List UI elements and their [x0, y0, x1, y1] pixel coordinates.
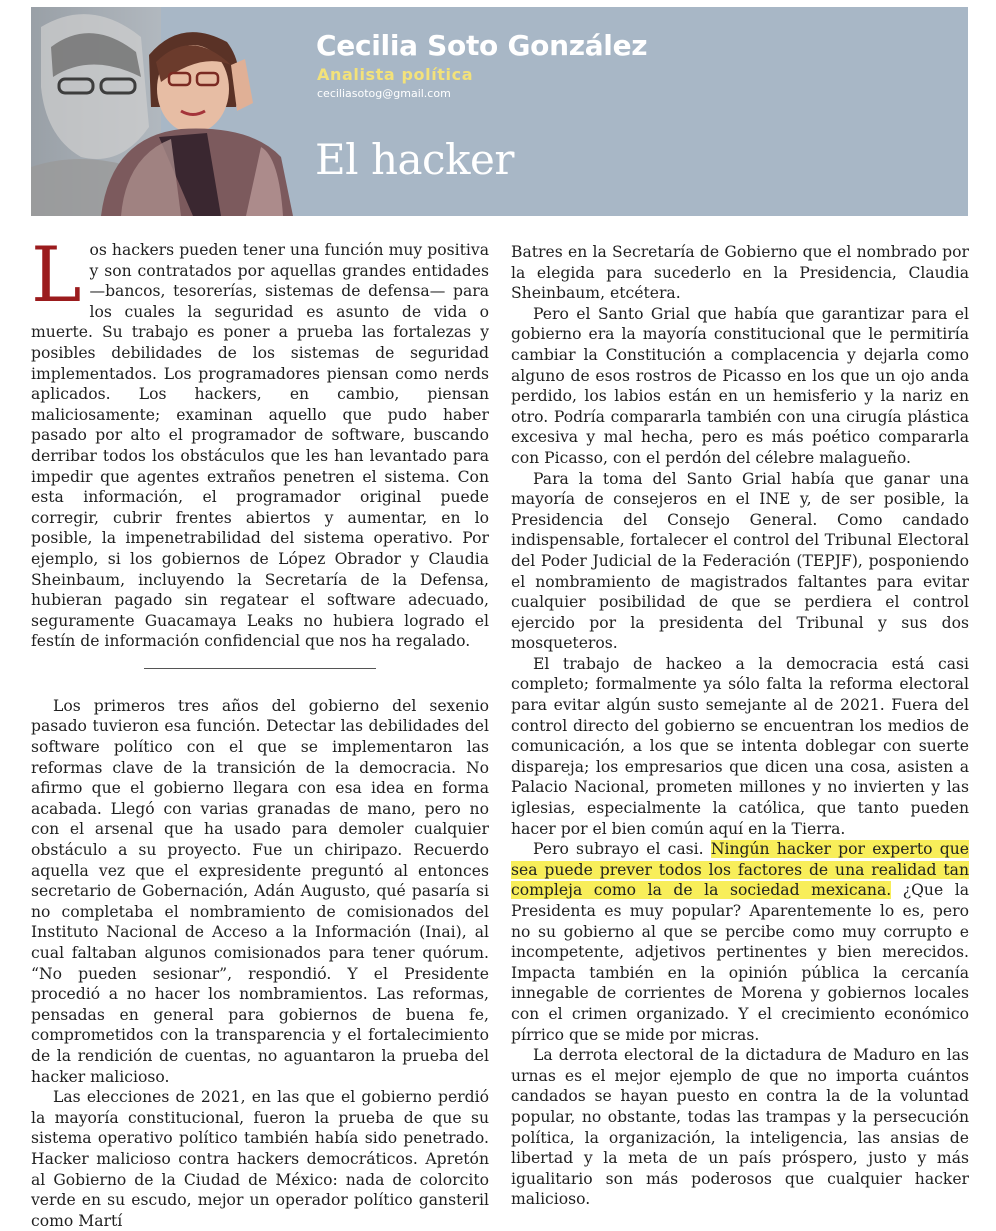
- article-column-right: [511, 242, 969, 1210]
- article-paragraph-5: Para la toma del Santo Grial había que ganar una mayoría de consejeros en el INE y, de ser posible, la Presidencia del Consejo General. Como candado indispensable, fortalecer el control del Tribunal Electoral del Poder Judicial de la Federación (TEPJF), posponiendo el nombramiento de magistrados faltantes para evitar cualquier posibilidad de que se perdiera el control ejercido por la presidenta del Tribunal y sus dos mosqueteros.: [511, 469, 969, 653]
- headline: El hacker: [315, 135, 514, 184]
- author-name: Cecilia Soto González: [316, 29, 648, 62]
- highlighted-quote: Ningún hacker por experto que sea puede prever todos los factores de una realidad tan compleja como la de la sociedad mexicana.: [511, 840, 969, 900]
- column-header: [31, 7, 968, 216]
- article-paragraph-3-continued: Batres en la Secretaría de Gobierno que el nombrado por la elegida para sucederlo en la Presidencia, Claudia Sheinbaum, etcétera.: [511, 243, 969, 303]
- author-portrait: [31, 7, 303, 216]
- drop-cap: L: [31, 230, 82, 319]
- article-paragraph-2: Los primeros tres años del gobierno del sexenio pasado tuvieron esa función. Detectar las debilidades del software político con el que se implementaron las reformas clave de la transición de la democracia. No afirmo que el gobierno llegara con esa idea en forma acabada. Llegó con varias granadas de mano, pero no con el arsenal que ha usado para demoler cualquier obstáculo a su proyecto. Fue un chiripazo. Recuerdo aquella vez que el expresidente preguntó al entonces secretario de Gobernación, Adán Augusto, qué pasaría si no completaba el nombramiento de comisionados del Instituto Nacional de Acceso a la Información (Inai), al cual faltaban algunos comisionados para tener quórum. “No pueden sesionar”, respondió. Y el Presidente procedió a no hacer los nombramientos. Las reformas, pensadas en general para gobiernos de buena fe, comprometidos con la transparencia y el fortalecimiento de la rendición de cuentas, no aguantaron la prueba del hacker malicioso.: [31, 696, 489, 1086]
- article-paragraph-1: Los hackers pueden tener una función muy positiva y son contratados por aquellas grandes entidades —bancos, tesorerías, sistemas de defensa— para los cuales la seguridad es asunto de vida o muerte. Su trabajo es poner a prueba las fortalezas y posibles debilidades de los sistemas de seguridad implementados. Los programadores piensan como nerds aplicados. Los hackers, en cambio, piensan maliciosamente; examinan aquello que pudo haber pasado por alto el programador de software, buscando derribar todos los obstáculos que les han levantado para impedir que agentes extraños penetren el sistema. Con esta información, el programador original puede corregir, cubrir frentes abiertos y aumentar, en lo posible, la impenetrabilidad del sistema operativo. Por ejemplo, si los gobiernos de López Obrador y Claudia Sheinbaum, incluyendo la Secretaría de la Defensa, hubieran pagado sin regatear el software adecuado, seguramente Guacamaya Leaks no hubiera logrado el festín de información confidencial que nos ha regalado.: [31, 230, 489, 651]
- author-role: Analista política: [317, 65, 474, 84]
- article-paragraph-4: Pero el Santo Grial que había que garantizar para el gobierno era la mayoría constitucional que le permitiría cambiar la Constitución a complacencia y dejarla como alguno de esos rostros de Picasso en los que un ojo anda perdido, los labios están en un hemisferio y la nariz en otro. Podría compararla también con una cirugía plástica excesiva y mal hecha, pero es más poético compararla con Picasso, con el perdón del célebre malagueño.: [511, 304, 969, 467]
- article-paragraph-8: La derrota electoral de la dictadura de Maduro en las urnas es el mejor ejemplo de que no importa cuántos candados se hayan puesto en contra la de la voluntad popular, no obstante, todas las trampas y la persecución política, la organización, la inteligencia, las ansias de libertad y la meta de un país próspero, justo y más igualitario son más poderosos que cualquier hacker malicioso.: [511, 1046, 969, 1209]
- article-column-left: [31, 230, 489, 1231]
- article-paragraph-6: El trabajo de hackeo a la democracia está casi completo; formalmente ya sólo falta la reforma electoral para evitar algún susto semejante al de 2021. Fuera del control directo del gobierno se encuentran los medios de comunicación, a los que se intenta doblegar con suerte dispareja; los empresarios que dicen una cosa, asisten a Palacio Nacional, prometen millones y no invierten y las iglesias, especialmente la católica, que tanto pueden hacer por el bien común aquí en la Tierra.: [511, 654, 969, 838]
- article-paragraph-7: Pero subrayo el casi. Ningún hacker por experto que sea puede prever todos los factores de una realidad tan compleja como la de la sociedad mexicana. ¿Que la Presidenta es muy popular? Aparentemente lo es, pero no su gobierno al que se percibe como muy corrupto e incompetente, adjetivos pertinentes y bien merecidos. Impacta también en la opinión pública la cercanía innegable de corrientes de Morena y gobiernos locales con el crimen organizado. Y el crecimiento económico pírrico que se mide por micras.: [511, 840, 969, 1044]
- article-paragraph-3: Las elecciones de 2021, en las que el gobierno perdió la mayoría constitucional, fueron la prueba de que su sistema operativo político también había sido penetrado. Hacker malicioso contra hackers democráticos. Apretón al Gobierno de la Ciudad de México: nada de colorcito verde en su escudo, mejor un operador político gansteril como Martí: [31, 1088, 489, 1230]
- author-email: ceciliasotog@gmail.com: [317, 87, 451, 100]
- section-divider: [144, 668, 376, 669]
